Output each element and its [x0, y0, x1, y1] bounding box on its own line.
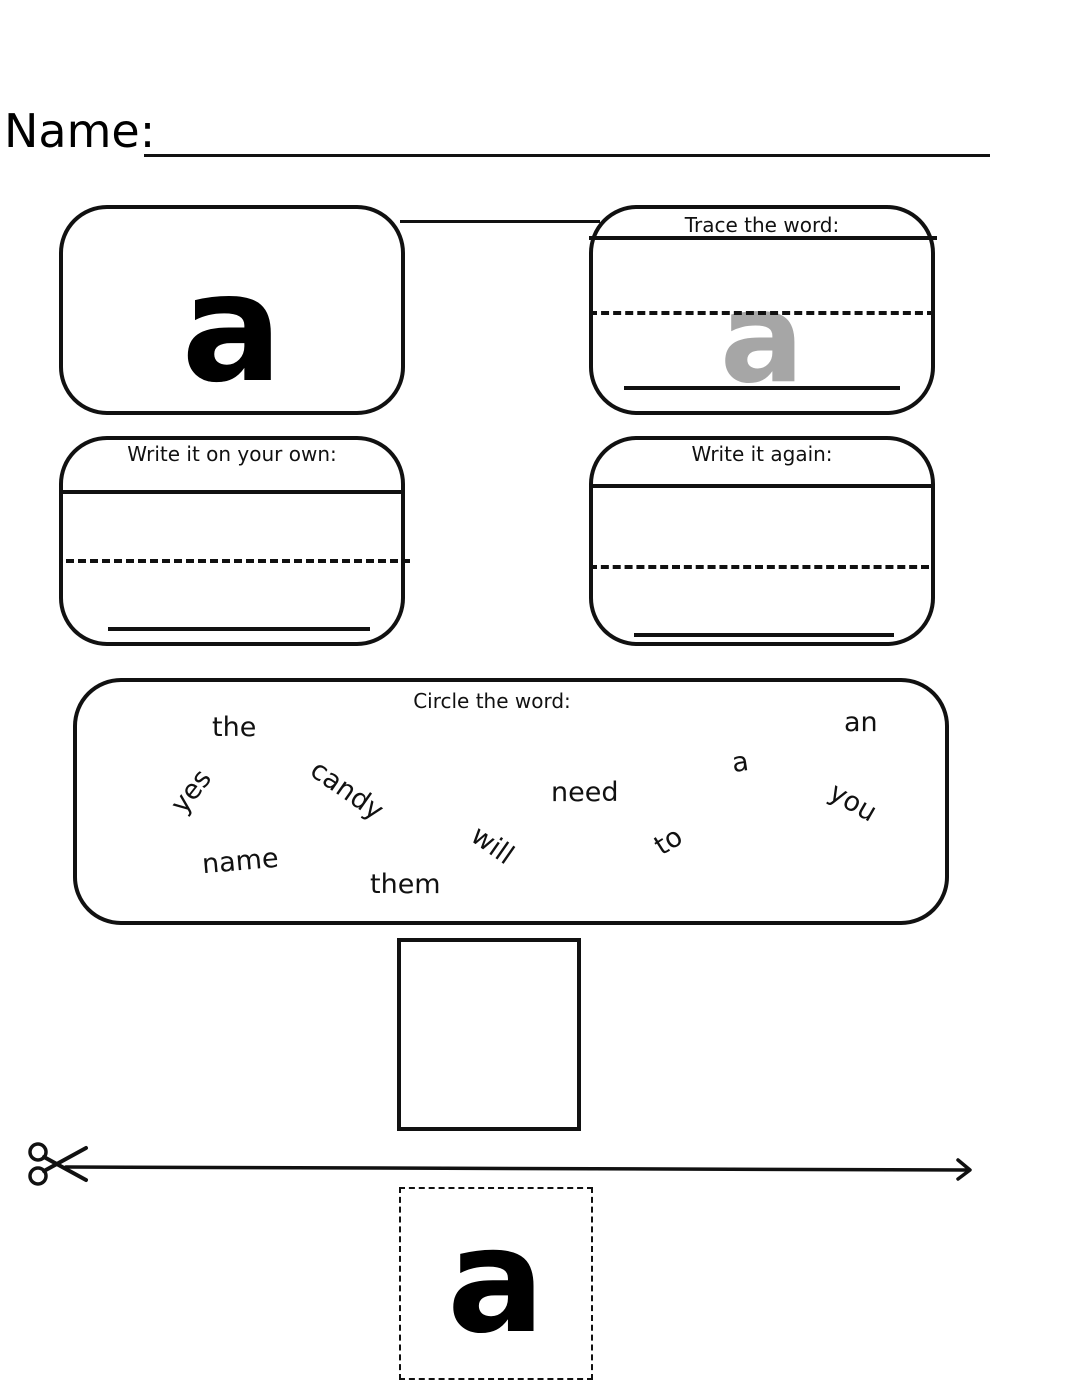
word-name[interactable]: name: [200, 842, 280, 881]
word-need[interactable]: need: [551, 777, 619, 808]
write-again-card[interactable]: [589, 436, 935, 646]
word-to[interactable]: to: [648, 821, 689, 862]
word-will[interactable]: will: [465, 820, 520, 871]
cut-line: [60, 1155, 980, 1189]
word-a[interactable]: a: [729, 745, 751, 780]
trace-top-line: [589, 236, 937, 240]
connector-line: [400, 220, 600, 223]
write-own-card[interactable]: [59, 436, 405, 646]
trace-mid-line: [589, 311, 935, 315]
write-own-label: Write it on your own:: [127, 442, 337, 466]
name-write-line[interactable]: [144, 154, 990, 157]
trace-card-label: Trace the word:: [684, 213, 840, 237]
word-you[interactable]: you: [823, 776, 883, 829]
write-own-base-line: [108, 627, 370, 631]
letter-card-letter: a: [181, 242, 283, 416]
circle-card: [73, 678, 949, 925]
write-own-top-line: [59, 490, 405, 494]
write-again-base-line: [634, 633, 894, 637]
glue-square[interactable]: [397, 938, 581, 1131]
name-label: Name:: [4, 104, 156, 158]
write-again-mid-line: [589, 565, 929, 569]
cutout-box[interactable]: [399, 1187, 593, 1380]
word-the[interactable]: the: [212, 712, 257, 743]
write-again-top-line: [589, 484, 935, 488]
circle-card-label: Circle the word:: [413, 689, 571, 713]
word-yes[interactable]: yes: [164, 763, 218, 820]
write-own-mid-line: [66, 559, 410, 563]
word-them[interactable]: them: [370, 869, 441, 900]
write-again-label: Write it again:: [691, 442, 833, 466]
trace-base-line: [624, 386, 900, 390]
word-an[interactable]: an: [844, 707, 878, 738]
word-candy[interactable]: candy: [304, 754, 390, 827]
letter-card: [59, 205, 405, 415]
cutout-letter: a: [447, 1197, 545, 1366]
trace-letter: a: [719, 266, 805, 411]
